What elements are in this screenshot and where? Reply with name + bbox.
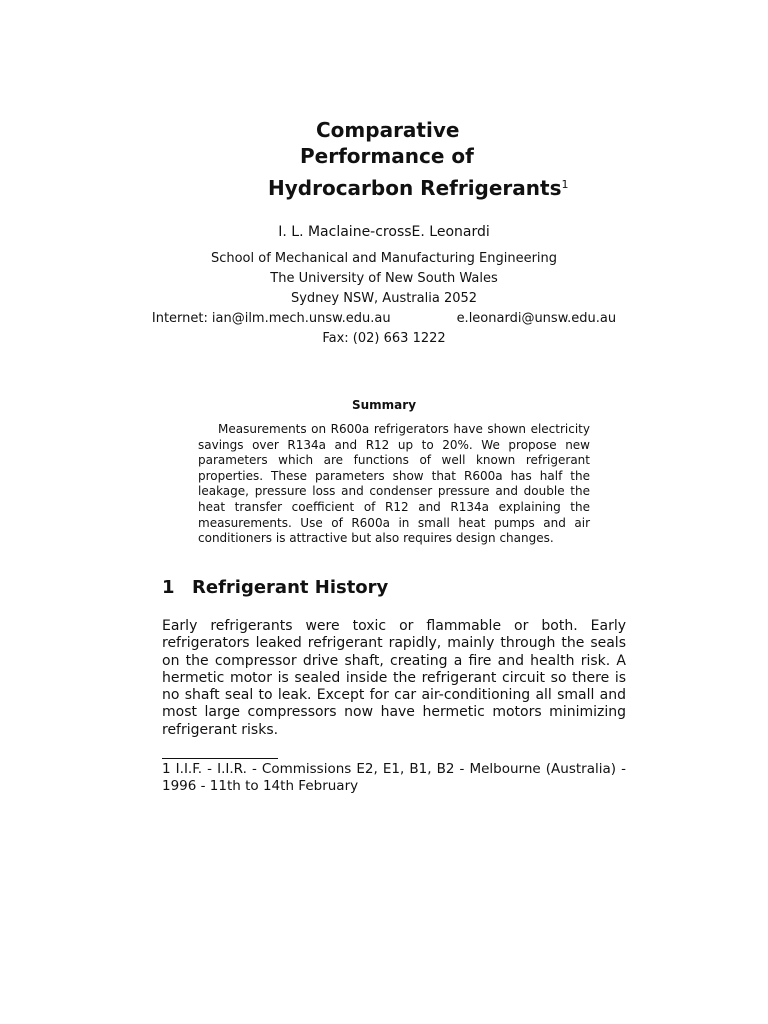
author-list — [0, 223, 768, 241]
section-heading — [162, 576, 388, 600]
author-1: I. L. Maclaine-cross — [278, 224, 412, 240]
internet-label: Internet: — [151, 311, 208, 326]
footnote-text: 1 I.I.F. - I.I.R. - Commissions E2, E1, B1, B2 - Melbourne (Australia) - 1996 - 11th to 14th February — [162, 761, 626, 794]
title-line-1: Comparative — [316, 118, 460, 142]
email-2: e.leonardi@unsw.edu.au — [456, 311, 617, 326]
title-line-2: Performance of — [300, 144, 474, 168]
affiliation-fax: Fax: (02) 663 1222 — [322, 331, 446, 346]
title-footnote-marker: 1 — [561, 178, 569, 191]
affiliation-university: The University of New South Wales — [270, 271, 498, 286]
body-paragraph: Early refrigerants were toxic or flammable or both. Early refrigerators leaked refrigerant rapidly, mainly through the seals on the compressor drive shaft, creating a fire and health risk. A hermetic motor is sealed inside the refrigerant circuit so there is no shaft seal to leak. Except for car air-conditioning all small and most large compressors now have hermetic motors minimizing refrigerant risks. — [162, 618, 626, 738]
section-number: 1 — [162, 577, 175, 598]
affiliation-city: Sydney NSW, Australia 2052 — [290, 291, 478, 306]
affiliation-internet — [0, 310, 768, 328]
title-line-3-text: Hydrocarbon Refrigerants — [268, 176, 562, 200]
summary-heading: Summary — [351, 398, 417, 412]
author-2: E. Leonardi — [411, 224, 490, 240]
footnote-rule — [162, 758, 278, 759]
email-1: ian@ilm.mech.unsw.edu.au — [211, 311, 391, 326]
affiliation-school: School of Mechanical and Manufacturing Engineering — [210, 251, 558, 266]
title-line-3 — [268, 176, 569, 200]
summary-text: Measurements on R600a refrigerators have shown electricity savings over R134a and R12 up to 20%. We propose new parameters which are functions of well known refrigerant properties. These parameters show that R600a has half the leakage, pressure loss and condenser pressure and double the heat transfer coefficient of R12 and R134a explaining the measurements. Use of R600a in small heat pumps and air conditioners is attractive but also requires design changes. — [198, 422, 590, 546]
section-title: Refrigerant History — [192, 577, 389, 598]
